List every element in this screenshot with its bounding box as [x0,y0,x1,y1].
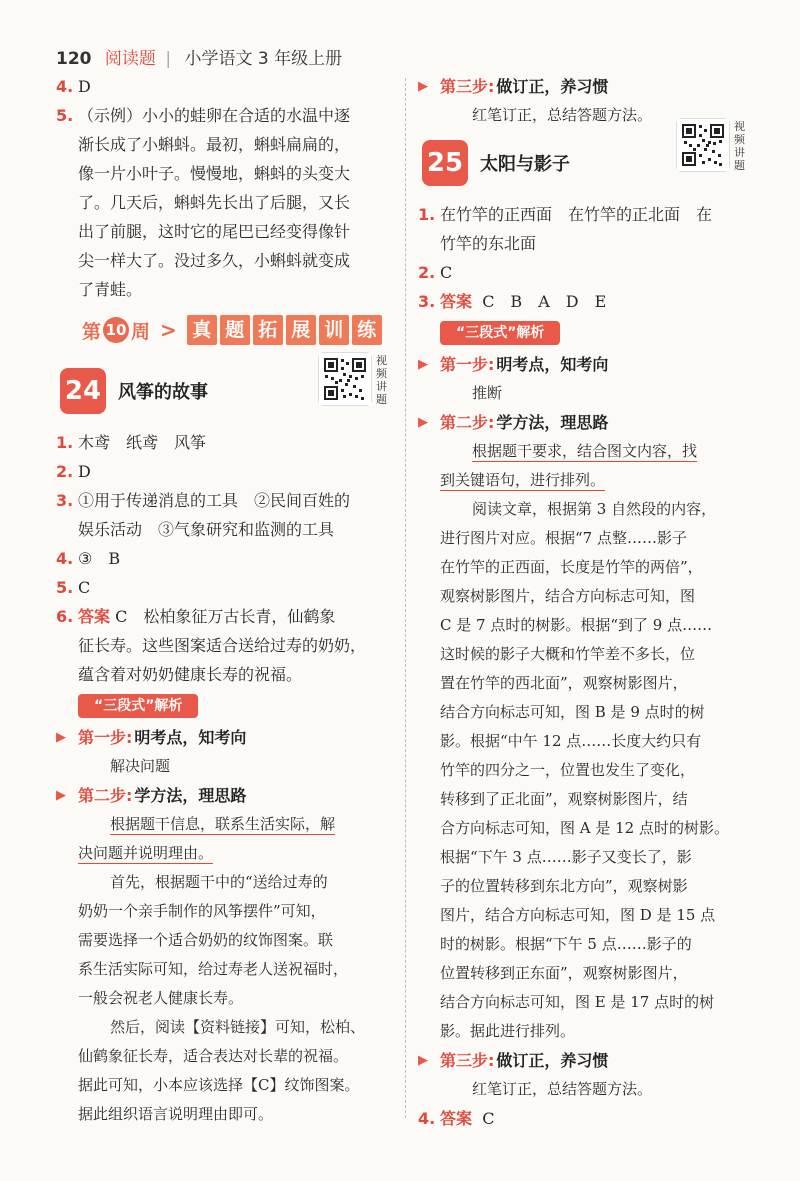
qr-caption: 视 频 讲 题 [376,354,387,406]
chevron-right-icon: > [160,318,177,342]
arrow-right-icon: ▶ [418,415,428,430]
answer-item: 1. 木鸢 纸鸢 风筝 [56,433,207,452]
column-divider [405,78,406,1118]
analysis-line: 合方向标志可知，图 A 是 12 点时的树影。 [440,819,729,837]
analysis-line: 观察树影图片，结合方向标志可知，图 [440,587,696,605]
step-heading: ▶ 第一步: 明考点，知考向 [56,723,396,752]
lesson-number: 25 [422,140,468,186]
text-line: 蕴含着对奶奶健康长寿的祝福。 [78,665,303,684]
analysis-line: 首先，根据题干中的“送给过寿的 [110,873,328,891]
lesson-title: 风筝的故事 [118,382,208,403]
analysis-line: C 是 7 点时的树影。根据“到了 9 点…… [440,616,713,634]
section-title: 阅读题 [104,49,156,69]
step-heading: ▶ 第二步: 学方法，理思路 [56,781,396,810]
banner-char: 真 [187,315,217,345]
analysis-line: 影。根据“中午 12 点……长度大约只有 [440,732,702,750]
week-banner [82,310,396,350]
analysis-line: 需要选择一个适合奶奶的纹饰图案。联 [78,931,334,949]
arrow-right-icon: ▶ [418,79,428,94]
text-line: 竹竿的东北面 [440,234,537,253]
qr-code-icon[interactable] [318,352,372,406]
underlined-line: 根据题干要求，结合图文内容，找 [472,442,698,460]
week-number: 10 [103,317,129,343]
banner-char: 题 [220,315,250,345]
answer-label: 答案 [78,607,111,626]
underlined-line: 根据题干信息，联系生活实际，解 [110,815,336,833]
step-body: 红笔订正，总结答题方法。 [472,106,653,124]
page-number: 120 [56,49,92,69]
text-line: 了青蛙。 [78,280,143,299]
step-body: 推断 [472,384,503,402]
analysis-badge: “三段式”解析 [78,694,198,718]
analysis-line: 竹竿的四分之一，位置也发生了变化， [440,761,696,779]
lesson-heading [56,354,396,422]
banner-char: 训 [319,315,349,345]
analysis-line: 时的树影。根据“下午 5 点……影子的 [440,935,692,953]
analysis-badge-row [56,689,396,723]
analysis-line: 影。据此进行排列。 [440,1022,576,1040]
analysis-line: 据此组织语言说明理由即可。 [78,1105,274,1123]
arrow-right-icon: ▶ [56,788,66,803]
analysis-line: 据此可知，小本应该选择【C】纹饰图案。 [78,1076,360,1094]
answer-item: 2. D [56,462,91,481]
underlined-line: 决问题并说明理由。 [78,844,214,862]
answer-item: 2. C [418,263,453,282]
lesson-title: 太阳与影子 [480,154,570,175]
answer-item: 4. 答案 C [418,1109,495,1128]
text-line: 尖一样大了。没过多久，小蝌蚪就变成 [78,251,351,270]
text-line: 征长寿。这些图案适合送给过寿的奶奶， [78,636,367,655]
analysis-badge-row [418,316,763,350]
lesson-heading [418,120,763,194]
analysis-line: 然后，阅读【资料链接】可知，松柏、 [110,1018,366,1036]
analysis-line: 位置转移到正东面”，观察树影图片， [440,964,688,982]
analysis-line: 在竹竿的正西面，长度是竹竿的两倍”， [440,558,703,576]
analysis-line: 奶奶一个亲手制作的风筝摆件”可知， [78,902,326,920]
text-line: 了。几天后，蝌蚪先长出了后腿，又长 [78,193,351,212]
text-line: 像一片小叶子。慢慢地，蝌蚪的头变大 [78,164,351,183]
step-heading: ▶ 第一步: 明考点，知考向 [418,350,763,379]
book-title: 小学语文 3 年级上册 [184,49,343,69]
analysis-line: 结合方向标志可知，图 B 是 9 点时的树 [440,703,705,721]
answer-item: 5. （示例）小小的蛙卵在合适的水温中逐 [56,106,351,125]
header-separator: | [165,49,172,69]
step-heading: ▶ 第三步: 做订正，养习惯 [418,72,763,101]
analysis-line: 这时候的影子大概和竹竿差不多长，位 [440,645,696,663]
analysis-line: 系生活实际可知，给过寿老人送祝福时， [78,960,349,978]
answer-item: 1. 在竹竿的正西面 在竹竿的正北面 在 [418,205,713,224]
page-header [56,44,342,69]
step-body: 红笔订正，总结答题方法。 [472,1080,653,1098]
text-line: 娱乐活动 ③气象研究和监测的工具 [78,520,335,539]
answer-label: 答案 [440,1109,473,1128]
answer-item: 4. D [56,77,91,96]
answer-label: 答案 [440,292,473,311]
left-column [56,72,396,1129]
analysis-line: 图片，结合方向标志可知，图 D 是 15 点 [440,906,716,924]
answer-item: 3. 答案 C B A D E [418,292,607,311]
qr-caption: 视 频 讲 题 [734,120,745,172]
arrow-right-icon: ▶ [418,1053,428,1068]
analysis-line: 结合方向标志可知，图 E 是 17 点时的树 [440,993,715,1011]
banner-char: 展 [286,315,316,345]
answer-item: 5. C [56,578,91,597]
arrow-right-icon: ▶ [418,357,428,372]
analysis-line: 阅读文章，根据第 3 自然段的内容， [472,500,717,518]
underlined-line: 到关键语句，进行排列。 [440,471,606,489]
analysis-line: 仙鹤象征长寿，适合表达对长辈的祝福。 [78,1047,349,1065]
analysis-line: 置在竹竿的西北面”，观察树影图片， [440,674,688,692]
answer-item: 4. ③ B [56,549,121,568]
arrow-right-icon: ▶ [56,730,66,745]
text-line: 渐长成了小蝌蚪。最初，蝌蚪扁扁的， [78,135,351,154]
analysis-line: 根据“下午 3 点……影子又变长了，影 [440,848,692,866]
step-heading: ▶ 第二步: 学方法，理思路 [418,408,763,437]
analysis-line: 子的位置转移到东北方向”，观察树影 [440,877,688,895]
lesson-number: 24 [60,368,106,414]
analysis-line: 一般会祝老人健康长寿。 [78,989,244,1007]
analysis-badge: “三段式”解析 [440,321,560,345]
week-label: 第 10 周 [82,317,150,344]
step-body: 解决问题 [110,757,171,775]
step-heading: ▶ 第三步: 做订正，养习惯 [418,1046,763,1075]
answer-item: 3. ①用于传递消息的工具 ②民间百姓的 [56,491,351,510]
banner-char: 练 [352,315,382,345]
banner-char: 拓 [253,315,283,345]
right-column [418,72,763,1133]
analysis-line: 进行图片对应。根据“7 点整……影子 [440,529,687,547]
analysis-line: 转移到了正北面”，观察树影图片，结 [440,790,688,808]
qr-code-icon[interactable] [676,118,730,172]
answer-item: 6. 答案 C 松柏象征万古长青，仙鹤象 [56,607,336,626]
text-line: 出了前腿，这时它的尾巴已经变得像针 [78,222,351,241]
